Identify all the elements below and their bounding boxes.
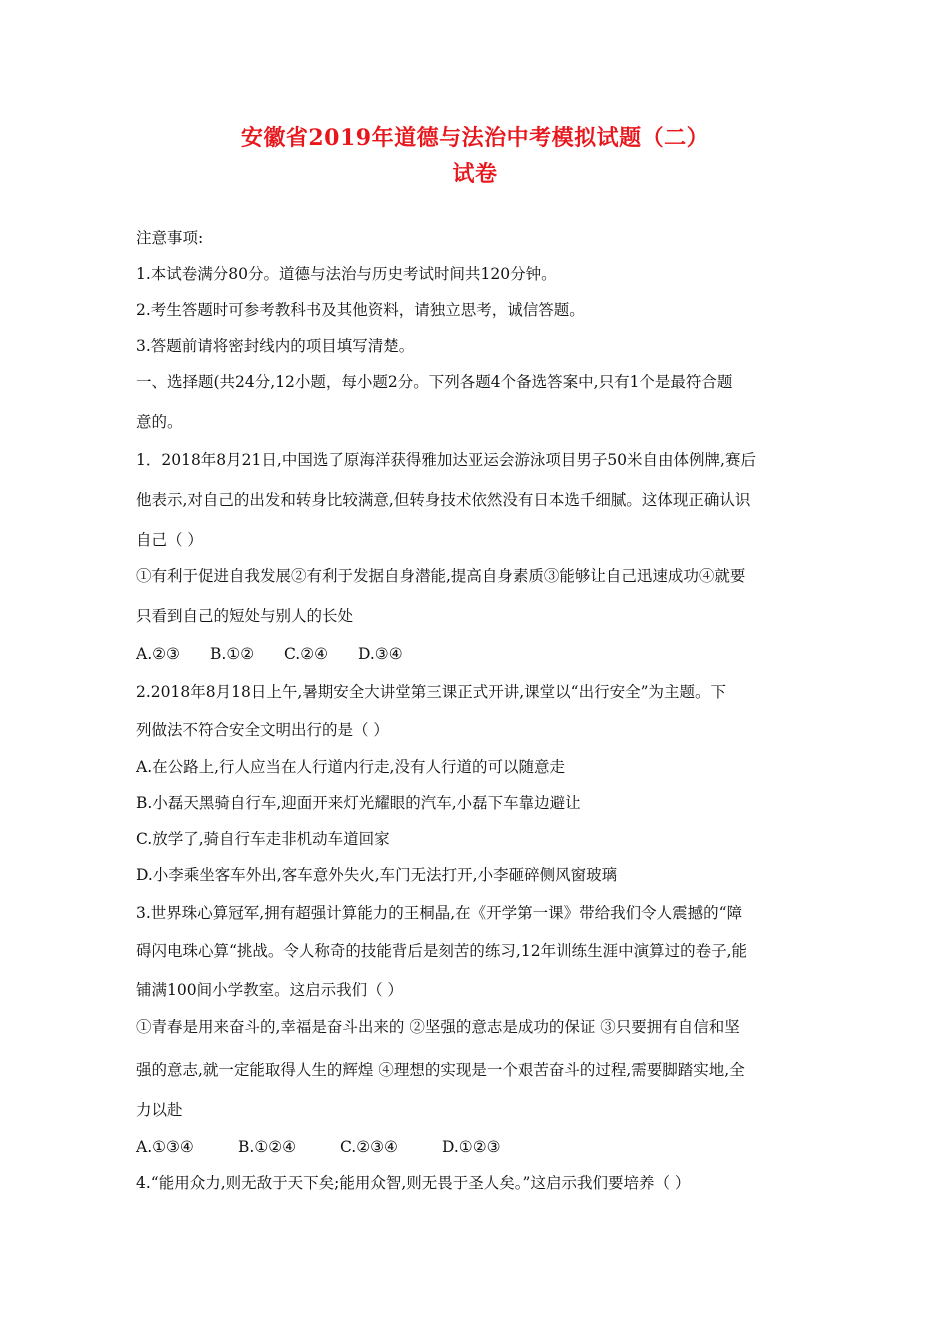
option-b: B.①② <box>210 645 255 663</box>
exam-title: 安徽省2019年道德与法治中考模拟试题（二） <box>240 125 710 151</box>
section-heading: 一、选择题(共24分,12小题，每小题2分。下列各题4个备选答案中,只有1个是最符合题 <box>136 373 733 391</box>
note-item: 2.考生答题时可参考教科书及其他资料，请独立思考，诚信答题。 <box>136 301 585 319</box>
option-a: A.②③ <box>136 645 180 663</box>
exam-subtitle: 试卷 <box>452 161 498 187</box>
question-text: 1．2018年8月21日,中国选了原海洋获得雅加达亚运会游泳项目男子50米自由体例牌,赛后 <box>136 451 756 469</box>
option-b: B.①②④ <box>238 1138 297 1156</box>
note-item: 3.答题前请将密封线内的项目填写清楚。 <box>136 337 415 355</box>
question-text: 自己（ ） <box>136 531 203 549</box>
option-d: D.①②③ <box>442 1138 501 1156</box>
question-statement: ①有利于促进自我发展②有利于发据自身潜能,提高自身素质③能够让自己迅速成功④就要 <box>136 567 746 585</box>
option-b: B.小磊天黑骑自行车,迎面开来灯光耀眼的汽车,小磊下车靠边避让 <box>136 794 581 812</box>
question-text: 2.2018年8月18日上午,暑期安全大讲堂第三课正式开讲,课堂以“出行安全”为主题。下 <box>136 683 727 701</box>
question-text: 3.世界珠心算冠军,拥有超强计算能力的王桐晶,在《开学第一课》带给我们令人震撼的“障 <box>136 904 743 922</box>
question-text: 他表示,对自己的出发和转身比较满意,但转身技术依然没有日本选千细腻。这体现正确认识 <box>136 491 751 509</box>
option-c: C.放学了,骑自行车走非机动车道回家 <box>136 830 390 848</box>
option-a: A.在公路上,行人应当在人行道内行走,没有人行道的可以随意走 <box>136 758 565 776</box>
notes-heading: 注意事项: <box>136 229 204 247</box>
note-item: 1.本试卷满分80分。道德与法治与历史考试时间共120分钟。 <box>136 265 557 283</box>
question-statement: 强的意志,就一定能取得人生的辉煌 ④理想的实现是一个艰苦奋斗的过程,需要脚踏实地,全 <box>136 1061 745 1079</box>
question-text: 4.“能用众力,则无敌于天下矣;能用众智,则无畏于圣人矣。”这启示我们要培养（ ） <box>136 1174 691 1192</box>
option-a: A.①③④ <box>136 1138 194 1156</box>
answer-options <box>136 644 403 664</box>
section-heading-cont: 意的。 <box>136 413 183 431</box>
answer-options <box>136 1137 501 1157</box>
option-c: C.②④ <box>284 645 329 663</box>
question-text: 碍闪电珠心算“挑战。令人称奇的技能背后是刻苦的练习,12年训练生涯中演算过的卷子,能 <box>136 942 748 960</box>
option-d: D.小李乘坐客车外出,客车意外失火,车门无法打开,小李砸碎侧风窗玻璃 <box>136 866 618 884</box>
question-statement: 只看到自己的短处与别人的长处 <box>136 607 354 625</box>
question-statement: ①青春是用来奋斗的,幸福是奋斗出来的 ②坚强的意志是成功的保证 ③只要拥有自信和坚 <box>136 1018 740 1036</box>
question-text: 铺满100间小学教室。这启示我们（ ） <box>136 981 404 999</box>
question-text: 列做法不符合安全文明出行的是（ ） <box>136 721 389 739</box>
option-d: D.③④ <box>358 645 403 663</box>
question-statement: 力以赴 <box>136 1101 183 1119</box>
option-c: C.②③④ <box>340 1138 398 1156</box>
